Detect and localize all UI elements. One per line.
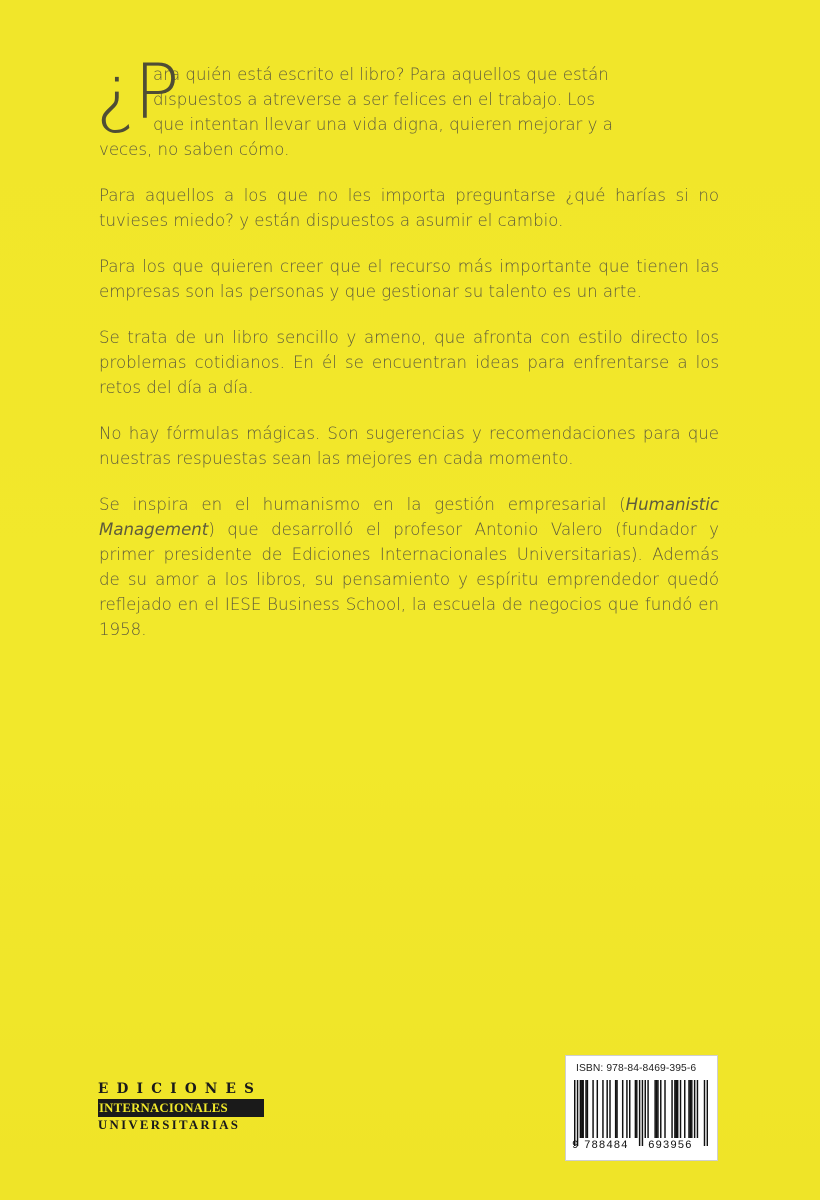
barcode-bar (676, 1080, 677, 1138)
paragraph-1-line-2: dispuestos a atreverse a ser felices en el trabajo. Los (153, 90, 596, 109)
barcode-bar (580, 1080, 581, 1138)
paragraph-6-italic: Humanistic Management (99, 495, 719, 539)
publisher-logo-line-1: EDICIONES (98, 1081, 263, 1097)
barcode-bar (660, 1080, 661, 1138)
publisher-logo-line-3: UNIVERSITARIAS (98, 1118, 241, 1132)
barcode-bar (615, 1080, 616, 1138)
paragraph-2: Para aquellos a los que no les importa preguntarse ¿qué harías si no tuvieses miedo? y están dispuestos a asumir el cambio. (99, 186, 719, 230)
barcode-bar (684, 1080, 685, 1138)
barcode-bar (585, 1080, 586, 1138)
barcode-bar (671, 1080, 672, 1138)
barcode-bar (704, 1080, 705, 1146)
barcode-bar (680, 1080, 681, 1138)
barcode-bar (647, 1080, 648, 1138)
publisher-logo-line-2: INTERNACIONALES (98, 1099, 264, 1117)
barcode-bar (636, 1080, 637, 1138)
barcode-bar (626, 1080, 627, 1138)
barcode-bar (691, 1080, 692, 1138)
paragraph-1-line-3: que intentan llevar una vida digna, quieren mejorar y a (153, 115, 613, 134)
barcode-bar (587, 1080, 588, 1138)
barcode-bar (582, 1080, 583, 1138)
barcode-digits-left: 788484 (584, 1140, 629, 1152)
back-cover-text (96, 47, 719, 663)
barcode-bar (697, 1080, 698, 1138)
paragraph-1-line-4: veces, no saben cómo. (99, 140, 290, 159)
isbn-label: ISBN: 978-84-8469-395-6 (576, 1063, 697, 1074)
barcode-bar (654, 1080, 655, 1138)
barcode-bar (602, 1080, 603, 1138)
paragraph-5: No hay fórmulas mágicas. Son sugerencias y recomendaciones para que nuestras respuestas sean las mejores en cada momento. (99, 424, 719, 468)
barcode-digit-first: 9 (572, 1140, 579, 1152)
barcode-bar (635, 1080, 636, 1138)
paragraph-6-start: Se inspira en el humanismo en la gestión empresarial ( (99, 495, 626, 514)
barcode-bar (577, 1080, 578, 1146)
barcode-bar (581, 1080, 582, 1138)
barcode-bar (616, 1080, 617, 1138)
barcode-bar (592, 1080, 593, 1138)
paragraph-1-line-1: ara quién está escrito el libro? Para aquellos que están (153, 65, 609, 84)
barcode-bar (677, 1080, 678, 1138)
barcode-bar (609, 1080, 610, 1138)
barcode-bar (642, 1080, 643, 1146)
drop-cap: ¿P (96, 47, 177, 136)
barcode-bar (606, 1080, 607, 1138)
barcode-bars (574, 1080, 708, 1146)
paragraph-1 (96, 47, 719, 162)
barcode-bar (597, 1080, 598, 1138)
barcode-bar (574, 1080, 575, 1146)
barcode-bar (622, 1080, 623, 1138)
paragraph-6-end: ) que desarrolló el profesor Antonio Valero (fundador y primer presidente de Ediciones Internacionales Universitarias). Además de su amor a los libros, su pensamiento y espíritu emprendedor quedó reflejado en el IESE Business School, la escuela de negocios que fundó en 1958. (99, 520, 719, 639)
paragraph-3: Para los que quieren creer que el recurso más importante que tienen las empresas son las personas y que gestionar su talento es un arte. (99, 257, 719, 301)
barcode-bar (657, 1080, 658, 1138)
barcode-bar (690, 1080, 691, 1138)
publisher-logo (98, 1082, 264, 1133)
barcode-bar (688, 1080, 689, 1138)
barcode-digits-right: 693956 (648, 1140, 693, 1152)
barcode-bar (707, 1080, 708, 1146)
barcode-bar (674, 1080, 675, 1138)
barcode-bar (664, 1080, 665, 1138)
paragraph-4: Se trata de un libro sencillo y ameno, que afronta con estilo directo los problemas cotidianos. En él se encuentran ideas para enfrentarse a los retos del día a día. (99, 328, 719, 397)
barcode-bar (639, 1080, 640, 1146)
paragraph-6 (99, 492, 719, 642)
barcode-bar (694, 1080, 695, 1138)
isbn-barcode (565, 1055, 718, 1161)
barcode-bar (656, 1080, 657, 1138)
barcode-bar (645, 1080, 646, 1138)
barcode-bar (629, 1080, 630, 1138)
